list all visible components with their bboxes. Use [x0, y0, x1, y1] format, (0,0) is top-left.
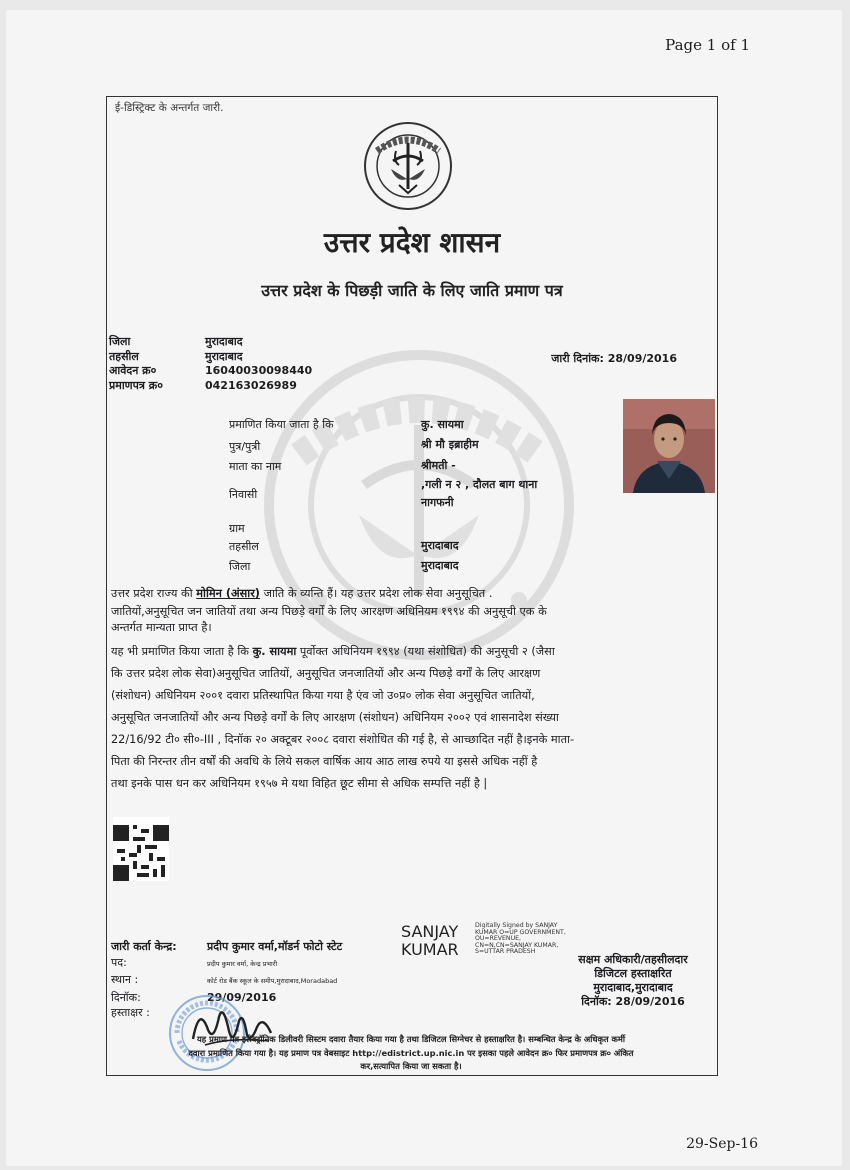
date-label: दिनॉक: [111, 990, 141, 1004]
page-number: Page 1 of 1 [665, 36, 750, 54]
meta-label: आवेदन क्र० [109, 364, 157, 377]
officer-title: सक्षम अधिकारी/तहसीलदार [578, 953, 688, 966]
meta-value: 16040030098440 [205, 364, 313, 377]
text: यह भी प्रमाणित किया जाता है कि [111, 645, 253, 658]
text: पूर्वोक्त अधिनियम १९९४ (यथा संशोधित) की अनुसूची २ (जैसा [296, 645, 555, 658]
meta-label: प्रमाणपत्र क्र० [109, 378, 163, 392]
mother-value: श्रीमती - [421, 459, 456, 472]
residence-value-line1: ,गली न २ , दौलत बाग थाना [421, 478, 538, 491]
village-label: ग्राम [229, 522, 245, 535]
text: तथा इनके पास धन कर अधिनियम १९५७ मे यथा विहित छूट सीमा से अधिक सम्पत्ति नहीं है | [111, 777, 488, 790]
district-label: जिला [229, 560, 251, 573]
text: अनुसूचित जनजातियों और अन्य पिछड़े वर्गों के लिए आरक्षण (संशोधन) अधिनियम २००२ एवं शासनादेश संख्या [111, 711, 559, 724]
signer-last-name: KUMAR [401, 940, 459, 959]
digital-signer-name [401, 923, 459, 959]
place-label: स्थान : [111, 973, 139, 986]
text: जाति के व्यन्ति हैं। यह उत्तर प्रदेश लोक सेवा अनुसूचित . [259, 587, 493, 600]
verification-footer [111, 1033, 711, 1074]
signer-first-name: SANJAY [401, 922, 459, 941]
tehsil-value: मुरादाबाद [421, 539, 459, 552]
applicant-photo [623, 399, 715, 493]
meta-label: तहसील [109, 349, 139, 363]
center-label: जारी कर्ता केन्द्र: [111, 940, 177, 953]
scanned-page [6, 10, 842, 1166]
text: अन्तर्गत मान्यता प्राप्त है। [111, 621, 212, 634]
text: (संशोधन) अधिनियम २००१ दवारा प्रतिस्थापित किया गया है एंव जो उ०प्र० लोक सेवा अनुसूचित जातियों, [111, 689, 535, 702]
government-title: उत्तर प्रदेश शासन [323, 226, 501, 259]
officer-place: मुरादाबाद,मुरादाबाद [593, 981, 673, 994]
print-date: 29-Sep-16 [686, 1136, 758, 1152]
caste-statement [111, 585, 711, 635]
designation-value: प्रदीप कुमार वर्मा, केन्द्र प्रभारी [207, 959, 278, 968]
tehsil-label: तहसील [229, 540, 259, 553]
text: 22/16/92 टी० सी०-III , दिनॉक २० अक्टूबर २००८ दवारा संशोधित की गई है, से आच्छादित नहीं है।इनके माता- [111, 733, 575, 746]
caste-name: मोमिन (अंसार) [196, 587, 260, 600]
text: जातियों,अनुसूचित जन जातियों तथा अन्य पिछड़े वर्गों के लिए आरक्षण अधिनियम १९९४ की अनुसूची एक के [111, 605, 547, 618]
certified-label: प्रमाणित किया जाता है कि [229, 418, 334, 431]
officer-date: दिनॉक: 28/09/2016 [581, 995, 685, 1008]
residence-label: निवासी [229, 488, 258, 501]
footer-line: कर,सत्यापित किया जा सकता है। [360, 1061, 462, 1071]
qr-code [113, 817, 169, 881]
issued-under-note: ई-डिस्ट्रिक्ट के अन्तर्गत जारी. [115, 102, 224, 114]
residence-value-line2: नागफनी [421, 496, 454, 509]
caste-certificate [106, 96, 718, 1076]
text: कि उत्तर प्रदेश लोक सेवा)अनुसूचित जातियों, अनुसूचित जनजातियों और अन्य पिछड़े वर्गों के लिए आरक्षण [111, 667, 541, 680]
applicant-name: कु. सायमा [252, 645, 297, 658]
signature-label: हस्ताक्षर : [111, 1006, 150, 1019]
footer-line: यह प्रमाण पत्र इलेक्ट्रॉनिक डिलीवरी सिस्टम दवारा तैयार किया गया है तथा डिजिटल सिग्नेचर से हस्ताक्षरित है। सम्बन्धित केन्द्र के अधिकृत कर्मी [197, 1034, 625, 1044]
text: पिता की निरन्तर तीन वर्षों की अवधि के लिये सकल वार्षिक आय आठ लाख रुपये या इससे अधिक नहीं है [111, 755, 538, 768]
meta-value: मुरादाबाद [205, 335, 243, 348]
place-value: कोर्ट रोड बैंक स्कूल के समीप,मुरादाबाद,Moradabad [207, 977, 338, 985]
son-daughter-label: पुत्र/पुत्री [229, 440, 261, 453]
up-govt-emblem-icon [363, 121, 453, 211]
son-daughter-value: श्री मौ इब्राहीम [421, 438, 479, 451]
text: उत्तर प्रदेश राज्य की [111, 587, 197, 600]
certificate-title: उत्तर प्रदेश के पिछड़ी जाति के लिए जाति प्रमाण पत्र [261, 281, 563, 300]
competent-officer [543, 953, 723, 1009]
creamy-layer-statement [111, 643, 711, 793]
officer-signed: डिजिटल हस्ताक्षरित [594, 967, 672, 980]
issue-date: जारी दिनांक: 28/09/2016 [551, 352, 677, 365]
center-value: प्रदीप कुमार वर्मा,मॉडर्न फोटो स्टेट [207, 940, 343, 953]
designation-label: पद: [111, 955, 127, 969]
meta-value: 042163026989 [205, 378, 297, 392]
footer-line: दवारा प्रमाणित किया गया है। यह प्रमाण पत्र वेबसाइट http://edistrict.up.nic.in पर इसका पहले आवेदन क्र० फिर प्रमाणपत्र क्र० अंकित [188, 1047, 634, 1058]
certificate-meta [109, 335, 335, 393]
district-value: मुरादाबाद [421, 559, 459, 572]
mother-label: माता का नाम [229, 460, 282, 473]
meta-label: जिला [109, 335, 131, 348]
meta-value: मुरादाबाद [205, 349, 243, 363]
certified-name: कु. सायमा [421, 418, 464, 431]
date-value: 29/09/2016 [207, 990, 277, 1004]
digital-signature-details: Digitally Signed by SANJAY KUMAR O=UP GOVERNMENT, OU=REVENUE, CN=N,CN=SANJAY KUMAR, S=UTTAR PRADESH [475, 922, 566, 956]
